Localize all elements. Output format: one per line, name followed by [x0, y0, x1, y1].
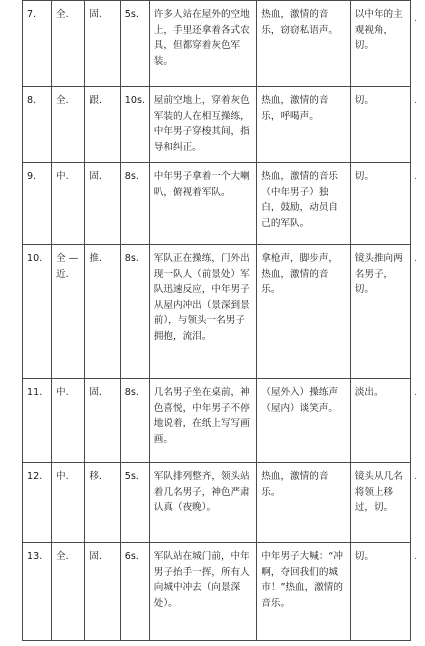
camera-move-cell: 固. [85, 163, 120, 245]
sound-cell: 中年男子大喊：“冲啊，夺回我们的城市！”热血，激情的音乐。 [257, 543, 351, 641]
table-row [23, 163, 411, 245]
sound-cell: 热血，激情的音乐（中年男子）独白，鼓励，动员自己的军队。 [257, 163, 351, 245]
duration-cell: 8s. [120, 379, 149, 463]
note-cell: 镜头从几名将领上移过，切。 [350, 463, 410, 543]
table-row [23, 87, 411, 163]
table-row [23, 463, 411, 543]
shot-number-cell: 8. [23, 87, 52, 163]
sound-cell: 热血，激情的音乐，呼喝声。 [257, 87, 351, 163]
duration-cell: 6s. [120, 543, 149, 641]
camera-move-cell: 移. [85, 463, 120, 543]
note-cell: 淡出。 [350, 379, 410, 463]
shot-number-cell: 9. [23, 163, 52, 245]
duration-cell: 5s. [120, 463, 149, 543]
camera-move-cell: 固. [85, 543, 120, 641]
camera-move-cell: 固. [85, 1, 120, 87]
paragraph-mark: . [414, 172, 417, 182]
note-cell: 以中年的主观视角，切。 [350, 1, 410, 87]
paragraph-mark: . [414, 552, 417, 562]
camera-move-cell: 跟. [85, 87, 120, 163]
sound-cell: 热血，激情的音乐。 [257, 463, 351, 543]
shot-number-cell: 7. [23, 1, 52, 87]
table-row [23, 1, 411, 87]
table-row [23, 543, 411, 641]
shot-number-cell: 13. [23, 543, 52, 641]
content-cell: 军队正在操练，门外出现一队人（前景处）军队迅速反应，中年男子从屋内冲出（景深到景前），与领头一名男子拥抱，流泪。 [149, 245, 256, 379]
duration-cell: 10s. [120, 87, 149, 163]
camera-move-cell: 推. [85, 245, 120, 379]
shot-size-cell: 中. [52, 163, 85, 245]
paragraph-mark: . [414, 96, 417, 106]
paragraph-mark: . [414, 388, 417, 398]
shot-number-cell: 12. [23, 463, 52, 543]
camera-move-cell: 固. [85, 379, 120, 463]
content-cell: 屋前空地上，穿着灰色军装的人在相互操练，中年男子穿梭其间，指导和纠正。 [149, 87, 256, 163]
storyboard-table [22, 0, 411, 641]
note-cell: 镜头推向两名男子，切。 [350, 245, 410, 379]
shot-size-cell: 中. [52, 463, 85, 543]
duration-cell: 5s. [120, 1, 149, 87]
shot-number-cell: 11. [23, 379, 52, 463]
duration-cell: 8s. [120, 163, 149, 245]
content-cell: 军队排列整齐，领头站着几名男子，神色严肃认真（夜晚）。 [149, 463, 256, 543]
note-cell: 切。 [350, 543, 410, 641]
shot-size-cell: 全. [52, 87, 85, 163]
shot-number-cell: 10. [23, 245, 52, 379]
shot-size-cell: 中. [52, 379, 85, 463]
content-cell: 许多人站在屋外的空地上，手里还拿着各式农具，但都穿着灰色军装。 [149, 1, 256, 87]
paragraph-mark: . [414, 14, 417, 24]
sound-cell: 拿枪声，脚步声，热血，激情的音乐。 [257, 245, 351, 379]
paragraph-mark: . [414, 254, 417, 264]
content-cell: 军队站在城门前，中年男子抬手一挥，所有人向城中冲去（向景深处）。 [149, 543, 256, 641]
sound-cell: （屋外入）操练声（屋内）谈笑声。 [257, 379, 351, 463]
shot-size-cell: 全. [52, 1, 85, 87]
paragraph-mark: . [414, 472, 417, 482]
table-row [23, 245, 411, 379]
duration-cell: 8s. [120, 245, 149, 379]
sound-cell: 热血，激情的音乐，窃窃私语声。 [257, 1, 351, 87]
shot-size-cell: 全. [52, 543, 85, 641]
note-cell: 切。 [350, 163, 410, 245]
content-cell: 几名男子坐在桌前，神色喜悦，中年男子不停地说着，在纸上写写画画。 [149, 379, 256, 463]
content-cell: 中年男子拿着一个大喇叭，俯视着军队。 [149, 163, 256, 245]
table-row [23, 379, 411, 463]
shot-size-cell: 全 — 近. [52, 245, 85, 379]
note-cell: 切。 [350, 87, 410, 163]
